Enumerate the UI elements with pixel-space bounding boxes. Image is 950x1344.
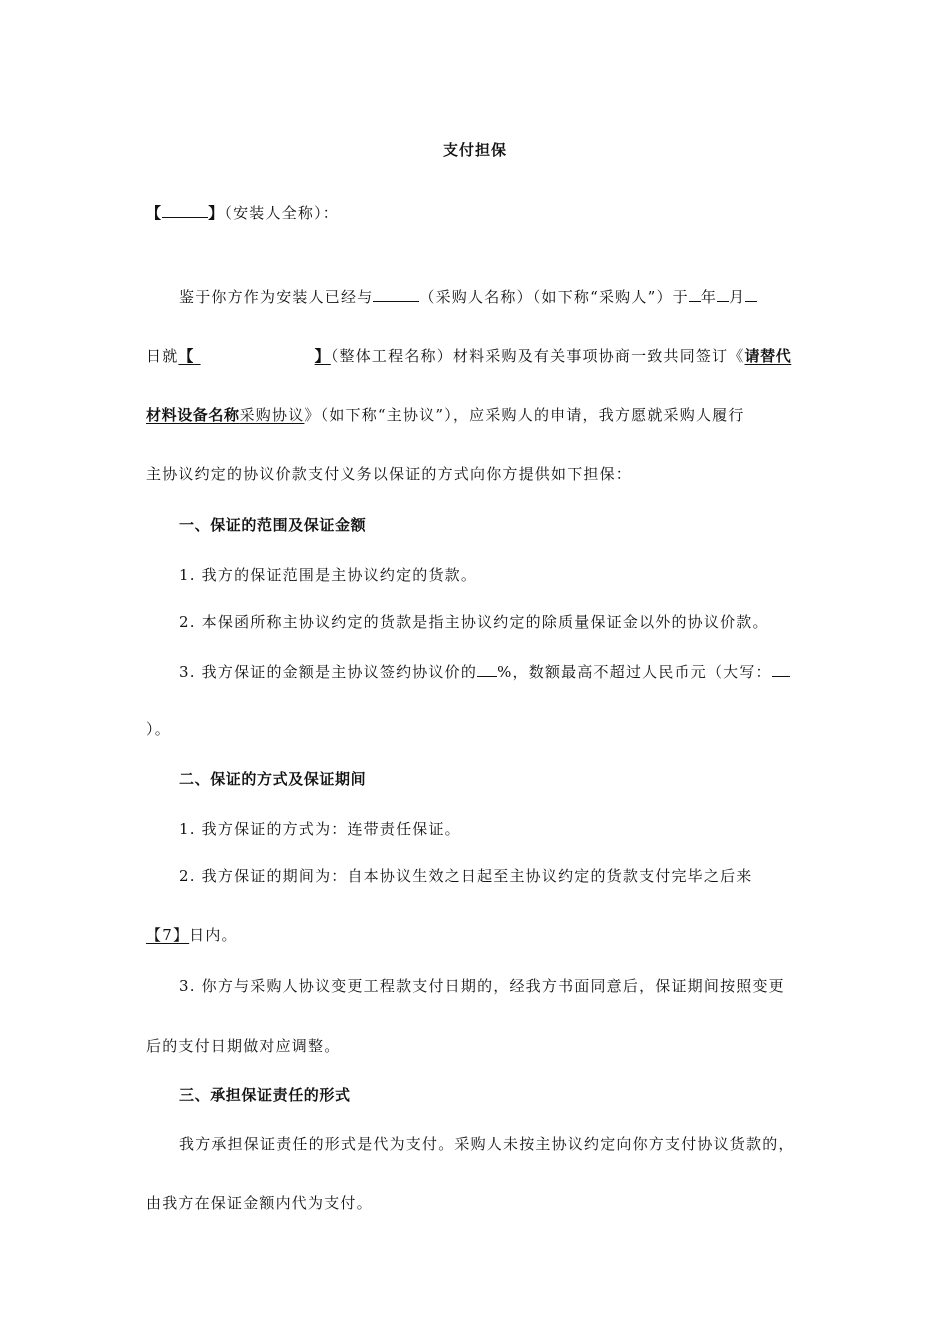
addressee-label: （安装人全称）： xyxy=(224,204,340,222)
days-value: 【7】 xyxy=(146,926,190,944)
section2-item-1: 1. 我方保证的方式为：连带责任保证。 xyxy=(179,820,461,838)
section2-item-2: 2. 我方保证的期间为：自本协议生效之日起至主协议约定的货款支付完毕之后来 xyxy=(179,867,753,885)
section3-body-1: 我方承担保证责任的形式是代为支付。采购人未按主协议约定向你方支付协议货款的， xyxy=(179,1135,795,1153)
intro-line-2 xyxy=(146,346,811,366)
project-close-bracket: 】 xyxy=(314,347,331,365)
section1-item-3 xyxy=(146,661,844,682)
intro-line-4: 主协议约定的协议价款支付义务以保证的方式向你方提供如下担保： xyxy=(146,465,633,483)
section-heading-1: 一、保证的范围及保证金额 xyxy=(179,516,367,534)
section-heading-3: 三、承担保证责任的形式 xyxy=(179,1086,351,1104)
intro-text: （采购人名称）（如下称“采购人”）于 xyxy=(419,288,689,306)
amount-blank xyxy=(772,661,790,677)
agreement-name: 采购协议 xyxy=(239,406,305,424)
item-text: %，数额最高不超过人民币元（大写： xyxy=(497,663,772,681)
addressee-open-bracket: 【 xyxy=(146,204,163,222)
day-blank xyxy=(745,286,757,302)
item-text: 日内。 xyxy=(189,926,238,944)
project-name-blank xyxy=(195,346,315,366)
year-label: 年 xyxy=(700,288,718,306)
section3-body-2: 由我方在保证金额内代为支付。 xyxy=(146,1194,373,1212)
section1-item-1: 1. 我方的保证范围是主协议约定的货款。 xyxy=(179,566,478,584)
intro-text: 日就 xyxy=(146,347,179,365)
section-heading-2: 二、保证的方式及保证期间 xyxy=(179,770,367,788)
section1-item-2: 2. 本保函所称主协议约定的货款是指主协议约定的除质量保证金以外的协议价款。 xyxy=(179,613,769,631)
section2-item-3-cont: 后的支付日期做对应调整。 xyxy=(146,1037,341,1055)
material-placeholder: 请替代 xyxy=(744,347,792,365)
section1-item-3-cont: ）。 xyxy=(146,720,171,738)
project-open-bracket: 【 xyxy=(178,347,195,365)
month-blank xyxy=(717,286,729,302)
addressee-blank xyxy=(162,202,208,218)
intro-text: 》（如下称“主协议”），应采购人的申请，我方愿就采购人履行 xyxy=(304,406,745,424)
month-label: 月 xyxy=(729,288,746,306)
year-blank xyxy=(689,286,701,302)
intro-text: （整体工程名称）材料采购及有关事项协商一致共同签订《 xyxy=(330,347,745,365)
purchaser-name-blank xyxy=(373,286,419,302)
material-placeholder: 材料设备名称 xyxy=(146,406,240,424)
section2-item-2-cont xyxy=(146,925,811,945)
intro-text: 鉴于你方作为安装人已经与 xyxy=(179,288,374,306)
section2-item-3: 3. 你方与采购人协议变更工程款支付日期的，经我方书面同意后，保证期间按照变更 xyxy=(179,977,785,995)
addressee-line xyxy=(146,202,811,223)
addressee-close-bracket: 】 xyxy=(208,204,225,222)
intro-line-3 xyxy=(146,405,811,425)
item-text: 3. 我方保证的金额是主协议签约协议价的 xyxy=(179,663,478,681)
intro-line-1 xyxy=(146,286,844,307)
percent-blank xyxy=(477,661,497,677)
document-title: 支付担保 xyxy=(442,141,507,159)
